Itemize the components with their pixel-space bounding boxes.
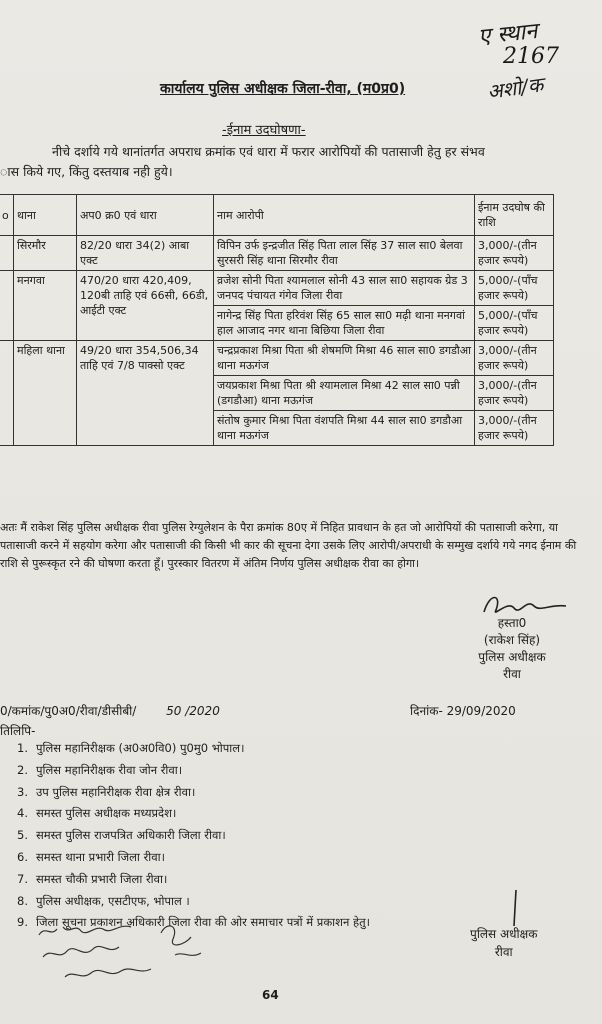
signatory-name: (राकेश सिंह) [483,633,541,647]
page-number: 64 [262,988,279,1002]
col-header-reward: ईनाम उदघोष की राशि [475,195,554,236]
cell-thana: महिला थाना [14,341,77,446]
intro-line-2: ास किये गए, किंतु दस्तयाब नही हुये। [0,164,173,179]
list-item: 5. समस्त पुलिस राजपत्रित अधिकारी जिला रीवा। [17,828,226,843]
cell-reward: 3,000/-(तीन हजार रूपये) [475,341,554,376]
list-item: 3. उप पुलिस महानिरीक्षक रीवा क्षेत्र रीवा। [17,784,196,799]
intro-text [0,142,590,182]
col-header-serial: o [0,195,14,236]
signatory-place: रीवा [503,667,521,681]
recipient-list [0,738,370,934]
handwritten-number: 2167 [503,44,559,69]
cell-thana: सिरमौर [14,236,77,271]
list-item: 2. पुलिस महानिरीक्षक रीवा जोन रीवा। [17,762,183,777]
cell-accused: विपिन उर्फ इन्द्रजीत सिंह पिता लाल सिंह 37 साल सा0 बेलवा सुरसरी सिंह थाना सिरमौर रीवा [214,236,475,271]
cell-reward: 5,000/-(पाँच हजार रूपये) [475,306,554,341]
cell-reward: 3,000/-(तीन हजार रूपये) [475,411,554,446]
table-row [0,271,554,306]
cell-accused: संतोष कुमार मिश्रा पिता वंशपति मिश्रा 44 साल सा0 डगडौआ थाना मऊगंज [214,411,475,446]
handwritten-note-top: ए स्थान [477,18,539,51]
office-title: कार्यालय पुलिस अधीक्षक जिला-रीवा, (म0प्र0) [160,81,406,97]
col-header-accused: नाम आरोपी [214,195,475,236]
handwritten-marginal-notes [35,915,215,985]
cell-case: 49/20 धारा 354,506,34 ताहि एवं 7/8 पाक्सो एक्ट [77,341,214,446]
reference-serial: 50 /2020 [166,704,220,718]
copy-label: तिलिपि- [0,724,36,738]
cell-case: 470/20 धारा 420,409, 120बी ताहि एवं 66सी, 66डी, आईटी एक्ट [77,271,214,341]
page-heading: -ईनाम उदघोषणा- [222,123,306,138]
list-item: 9. जिला सूचना प्रकाशन अधिकारी जिला रीवा की ओर समाचार पत्रों में प्रकाशन हेतु। [17,915,371,930]
signature-block [452,615,572,683]
table-row [0,236,554,271]
final-signature-block [470,925,537,961]
col-header-thana: थाना [14,195,77,236]
cell-reward: 3,000/-(तीन हजार रूपये) [475,236,554,271]
cell-accused: व्रजेश सोनी पिता श्यामलाल सोनी 43 साल सा0 सहायक ग्रेड 3 जनपद पंचायत गंगेव जिला रीवा [214,271,475,306]
list-item: 4. समस्त पुलिस अधीक्षक मध्यप्रदेश। [17,806,177,821]
list-item: 1. पुलिस महानिरीक्षक (अ0अ0वि0) पु0मु0 भोपाल। [17,741,245,755]
table-header-row [0,195,554,236]
list-item: 7. समस्त चौकी प्रभारी जिला रीवा। [17,871,168,886]
cell-reward: 5,000/-(पाँच हजार रूपये) [475,271,554,306]
cell-reward: 3,000/-(तीन हजार रूपये) [475,376,554,411]
signatory-designation: पुलिस अधीक्षक [478,650,546,664]
signature-hastakshar: हस्ता0 [497,616,527,630]
cell-thana: मनगवा [14,271,77,341]
announcement-paragraph: अतः मैं राकेश सिंह पुलिस अधीक्षक रीवा पुलिस रेग्युलेशन के पैरा क्रमांक 80ए में निहित प्रावधान के हत जो आरोपियों की पतासाजी करेगा, या पतासाजी करने में सहयोग करेगा और पतासाजी की किसी भी कार की सूचना देगा उसके लिए आरोपी/अपराधी के सम्मुख दर्शाये गये नगद ईनाम की राशि से पुरूस्कृत रने की घोषणा करता हूँ। पुरस्कार वितरण में अंतिम निर्णय पुलिस अधीक्षक रीवा का होगा। [0,521,577,570]
table-row [0,341,554,376]
list-item: 8. पुलिस अधीक्षक, एसटीएफ, भोपाल । [17,893,190,908]
cell-case: 82/20 धारा 34(2) आबा एक्ट [77,236,214,271]
handwritten-note-bottom: अशो/क [485,72,545,104]
reward-table [0,194,554,446]
intro-line-1: नीचे दर्शाये गये थानांतर्गत अपराध क्रमांक एवं धारा में फरार आरोपियों की पतासाजी हेतु हर संभव [52,144,485,159]
list-item: 6. समस्त थाना प्रभारी जिला रीवा। [17,849,165,864]
cell-accused: जयप्रकाश मिश्रा पिता श्री श्यामलाल मिश्रा 42 साल सा0 पन्नी (डगडौआ) थाना मऊगंज [214,376,475,411]
reference-date: दिनांक- 29/09/2020 [410,704,516,718]
final-place: रीवा [494,945,513,959]
final-designation: पुलिस अधीक्षक [470,927,538,941]
cell-accused: चन्द्रप्रकाश मिश्रा पिता श्री शेषमणि मिश्रा 46 साल सा0 डगडौआ थाना मऊगंज [214,341,475,376]
col-header-case: अप0 क्र0 एवं धारा [77,195,214,236]
cell-accused: नागेन्द्र सिंह पिता हरिवंश सिंह 65 साल सा0 मढ़ी थाना मनगवां हाल आजाद नगर थाना बिछिया जिला रीवा [214,306,475,341]
reference-line [0,702,560,719]
reference-number: 0/कमांक/पु0अ0/रीवा/डीसीबी/ [0,704,137,718]
final-signature-stroke [506,888,526,928]
